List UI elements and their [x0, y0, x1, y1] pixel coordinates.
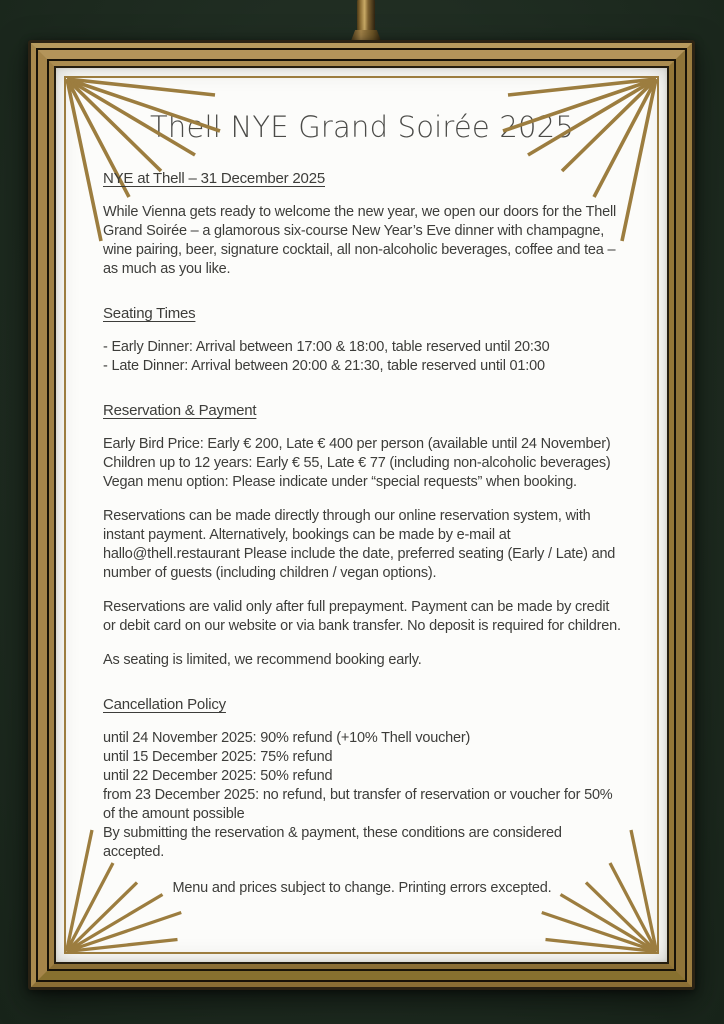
- poster-paper: [54, 66, 669, 964]
- price-line-children: Children up to 12 years: Early € 55, Late € 77 (including non-alcoholic beverages): [103, 455, 611, 471]
- poster-content: [103, 169, 621, 898]
- section-heading-cancellation: Cancellation Policy: [103, 696, 226, 713]
- price-lines: [103, 435, 621, 492]
- price-line-vegan: Vegan menu option: Please indicate under “special requests” when booking.: [103, 474, 577, 490]
- reservation-paragraph-booking: Reservations can be made directly through our online reservation system, with instant payment. Alternatively, bookings can be made by e-mail at hallo@thell.restaurant Please include the date, preferred seating (Early / Late) and number of guests (including children / vegan options).: [103, 508, 616, 581]
- section-heading-intro: NYE at Thell – 31 December 2025: [103, 170, 325, 187]
- cancellation-line-90: until 24 November 2025: 90% refund (+10% Thell voucher): [103, 730, 471, 746]
- section-intro: [103, 169, 621, 279]
- cancellation-line-norefund: from 23 December 2025: no refund, but transfer of reservation or voucher for 50% of the amount possible: [103, 787, 613, 822]
- section-reservation: [103, 401, 621, 670]
- poster-title: Thell NYE Grand Soirée 2025: [150, 110, 574, 144]
- seating-list: [103, 338, 621, 376]
- cancellation-line-50: until 22 December 2025: 50% refund: [103, 768, 333, 784]
- seating-item-early: - Early Dinner: Arrival between 17:00 & 18:00, table reserved until 20:30: [103, 339, 550, 355]
- section-cancellation: [103, 695, 621, 862]
- price-line-adults: Early Bird Price: Early € 200, Late € 400 per person (available until 24 November): [103, 436, 611, 452]
- seating-item-late: - Late Dinner: Arrival between 20:00 & 21:30, table reserved until 01:00: [103, 358, 545, 374]
- section-seating: [103, 304, 621, 376]
- cancellation-lines: [103, 729, 621, 862]
- section-heading-seating: Seating Times: [103, 305, 196, 322]
- picture-frame: [28, 40, 695, 990]
- reservation-paragraph-limited: As seating is limited, we recommend booking early.: [103, 652, 422, 668]
- cancellation-line-accepted: By submitting the reservation & payment, these conditions are considered accepted.: [103, 825, 562, 860]
- poster-footnote: Menu and prices subject to change. Printing errors excepted.: [172, 880, 552, 896]
- section-heading-reservation: Reservation & Payment: [103, 402, 257, 419]
- cancellation-line-75: until 15 December 2025: 75% refund: [103, 749, 333, 765]
- reservation-paragraph-payment: Reservations are valid only after full prepayment. Payment can be made by credit or debit card on our website or via bank transfer. No deposit is required for children.: [103, 599, 621, 634]
- intro-paragraph: While Vienna gets ready to welcome the new year, we open our doors for the Thell Grand Soirée – a glamorous six-course New Year’s Eve dinner with champagne, wine pairing, beer, signature cocktail, all non-alcoholic beverages, coffee and tea – as much as you like.: [103, 204, 617, 277]
